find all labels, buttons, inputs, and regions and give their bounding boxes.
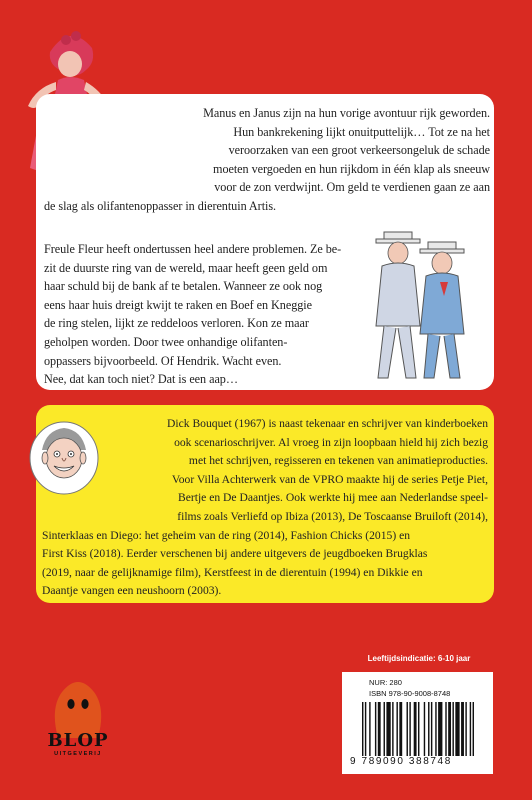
bio-line: films zoals Verliefd op Ibiza (2013), De Toscaanse Bruiloft (2014), [177,509,488,523]
synopsis-line: Manus en Janus zijn na hun vorige avontuur rijk geworden. [203,106,490,120]
publisher-logo [30,678,126,764]
bio-line: First Kiss (2018). Eerder verschenen bij andere uitgevers de jeugdboeken Brugklas [42,547,428,561]
age-indication: Leeftijdsindicatie: 6-10 jaar [367,654,471,663]
synopsis-paragraph-1 [44,104,490,216]
synopsis-line: zit de duurste ring van de wereld, maar heeft geen geld om [44,260,328,275]
synopsis-line: Hun bankrekening lijkt onuitputtelijk… Tot ze na het [233,124,490,139]
nur-code: NUR: 280 [369,678,402,687]
bio-line: Dick Bouquet (1967) is naast tekenaar en schrijver van kinderboeken [167,417,488,430]
bio-line: Bertje en De Daantjes. Ook werkte hij mee aan Nederlandse speel- [177,491,488,505]
author-portrait [28,420,100,496]
synopsis-line: haar schuld bij de bank af te betalen. Wanneer ze ook nog [44,279,323,294]
bio-line: met het schrijven, regisseren en tekenen van animatieproducties. [188,454,488,468]
synopsis-line: de slag als olifantenoppasser in dierentuin Artis. [44,198,277,213]
two-men-illustration [362,226,482,386]
bio-line: Daantje vangen een neushoorn (2003). [42,584,222,598]
barcode-icon [362,702,474,756]
synopsis-line: Freule Fleur heeft ondertussen heel andere problemen. Ze be- [44,242,342,256]
synopsis-line: moeten vergoeden en hun rijkdom in één klap als sneeuw [213,161,490,176]
author-bio-text [42,415,488,601]
author-bio-panel [36,405,494,603]
bio-line: Sinterklaas en Diego: het geheim van de ring (2014), Fashion Chicks (2015) en [42,528,411,542]
synopsis-line: oppassers bijvoorbeeld. Of Hendrik. Wacht even. [44,353,282,368]
bio-line: ook scenarioschrijver. Al vroeg in zijn loopbaan hield hij zich bezig [174,435,488,449]
publisher-subtitle: UITGEVERIJ [54,751,102,757]
bio-line: Voor Villa Achterwerk van de VPRO maakte hij de series Petje Piet, [171,472,488,486]
synopsis-line: eens haar huis dreigt kwijt te raken en Boef en Kneggie [44,297,312,312]
barcode-box [342,672,493,774]
synopsis-line: de ring stelen, lijkt ze reddeloos verloren. Kon ze maar [44,316,309,331]
synopsis-line: Nee, dat kan toch niet? Dat is een aap… [44,372,238,387]
publisher-name: BLOP [47,730,109,751]
synopsis-line: geholpen worden. Door twee onhandige olifanten- [44,334,288,349]
synopsis-line: veroorzaken van een groot verkeersongeluk de schade [228,143,490,158]
isbn-number: ISBN 978-90-9008-8748 [369,689,451,698]
barcode-digits: 9 789090 388748 [350,756,452,767]
synopsis-paragraph-2 [44,240,384,389]
synopsis-line: voor de zon verdwijnt. Om geld te verdienen gaan ze aan [214,180,490,195]
bio-line: (2019, naar de gelijknamige film), Kerstfeest in de dierentuin (1994) en Dikkie en [42,565,423,579]
